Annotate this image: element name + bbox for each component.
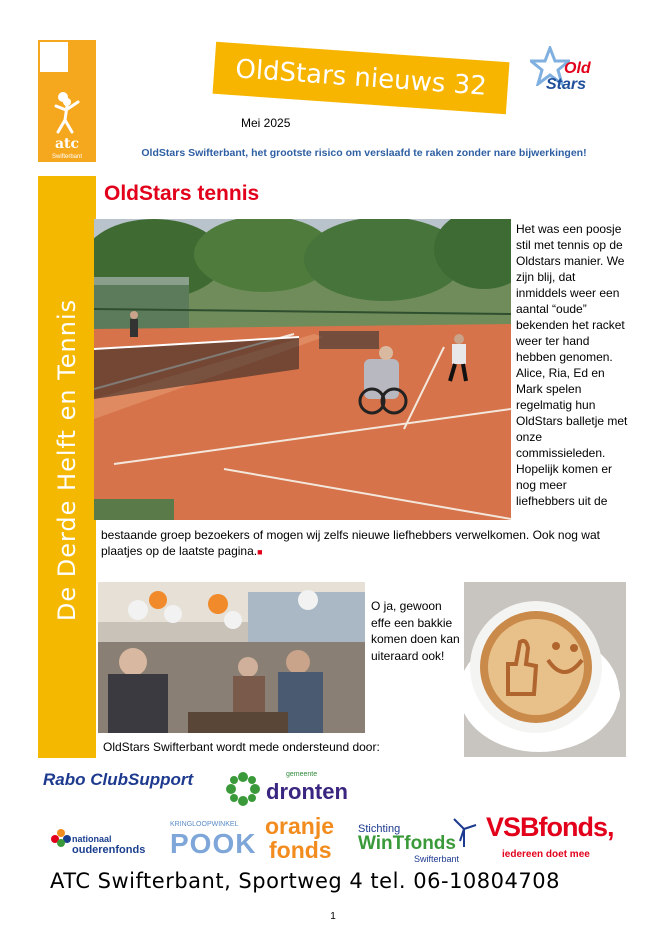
side-band	[38, 176, 96, 758]
logo-old: Old	[564, 60, 591, 77]
newsletter-title-banner	[213, 42, 510, 114]
issue-date: Mei 2025	[241, 116, 291, 130]
coffee-text: O ja, gewoon effe een bakkie komen doen kan uiteraard ook!	[371, 599, 460, 663]
newsletter-title: OldStars nieuws 32	[234, 54, 488, 102]
vsbfonds-logo	[484, 812, 634, 864]
coffee-cup-photo	[464, 582, 626, 757]
gemeente-dronten-logo	[224, 771, 364, 807]
club-logo	[38, 40, 96, 162]
nationaal-ouderenfonds-logo	[50, 824, 160, 860]
logo-stars: Stars	[546, 76, 587, 93]
clubhouse-photo	[98, 582, 365, 733]
club-logo-subtext: Swifterbant	[51, 154, 82, 160]
dronten-emblem-icon	[224, 771, 262, 807]
oranje-text: oranje	[265, 813, 335, 839]
wintfonds-logo	[358, 817, 478, 863]
fonds-text: fonds	[269, 837, 332, 863]
flower-icon	[50, 828, 72, 848]
article-text-side: Het was een poosje stil met tennis op de Oldstars manier. We zijn blij, dat inmiddels weer een aantal “oude” bekenden het racket weer ter hand hebben genomen. Alice, Ria, Ed en Mark spelen regelmatig hun OldStars balletje met onze commissieleden. Hopelijk komen er nog meer liefhebbers uit de	[516, 222, 628, 508]
windmill-icon	[450, 817, 478, 847]
footer-address: ATC Swifterbant, Sportweg 4 tel. 06-10804708	[50, 869, 560, 893]
end-mark: ■	[257, 547, 263, 557]
kringloopwinkel-pook-logo	[170, 821, 260, 859]
pook-small-text: KRINGLOOPWINKEL	[170, 821, 239, 828]
tennis-court-photo	[94, 219, 511, 520]
page-number: 1	[330, 911, 336, 922]
club-logo-text: atc	[54, 136, 80, 152]
player-figure-icon	[52, 96, 82, 136]
article-text-bottom-content: bestaande groep bezoekers of mogen wij zelfs nieuwe liefhebbers verwelkomen. Ook nog wat plaatjes op de laatste pagina.	[101, 528, 600, 558]
wint-text-1: Stichting	[358, 823, 401, 835]
vsb-text-2: iedereen doet mee	[502, 849, 590, 860]
dronten-text: dronten	[266, 779, 348, 804]
wint-text-3: Swifterbant	[414, 854, 460, 864]
wint-text-2: WinTfonds	[358, 833, 456, 854]
ouderen-text-1: nationaal	[72, 834, 112, 844]
oranje-fonds-logo	[265, 813, 355, 865]
logo-notch	[40, 42, 68, 72]
vsb-text-1: VSBfonds,	[486, 812, 614, 842]
rabo-clubsupport-logo: Rabo ClubSupport	[43, 770, 194, 789]
tagline: OldStars Swifterbant, het grootste risico om verslaafd te raken zonder nare bijwerkingen!	[141, 147, 587, 159]
ouderen-text-2: ouderenfonds	[72, 844, 146, 856]
vertical-title: De Derde Helft en Tennis	[53, 298, 81, 622]
oldstars-logo	[530, 46, 604, 100]
article-text-bottom	[101, 527, 631, 560]
article-heading: OldStars tennis	[104, 182, 260, 205]
pook-text: POOK	[170, 828, 257, 859]
sponsors-label: OldStars Swifterbant wordt mede ondersteund door:	[103, 740, 380, 754]
dronten-small-text: gemeente	[286, 771, 318, 778]
